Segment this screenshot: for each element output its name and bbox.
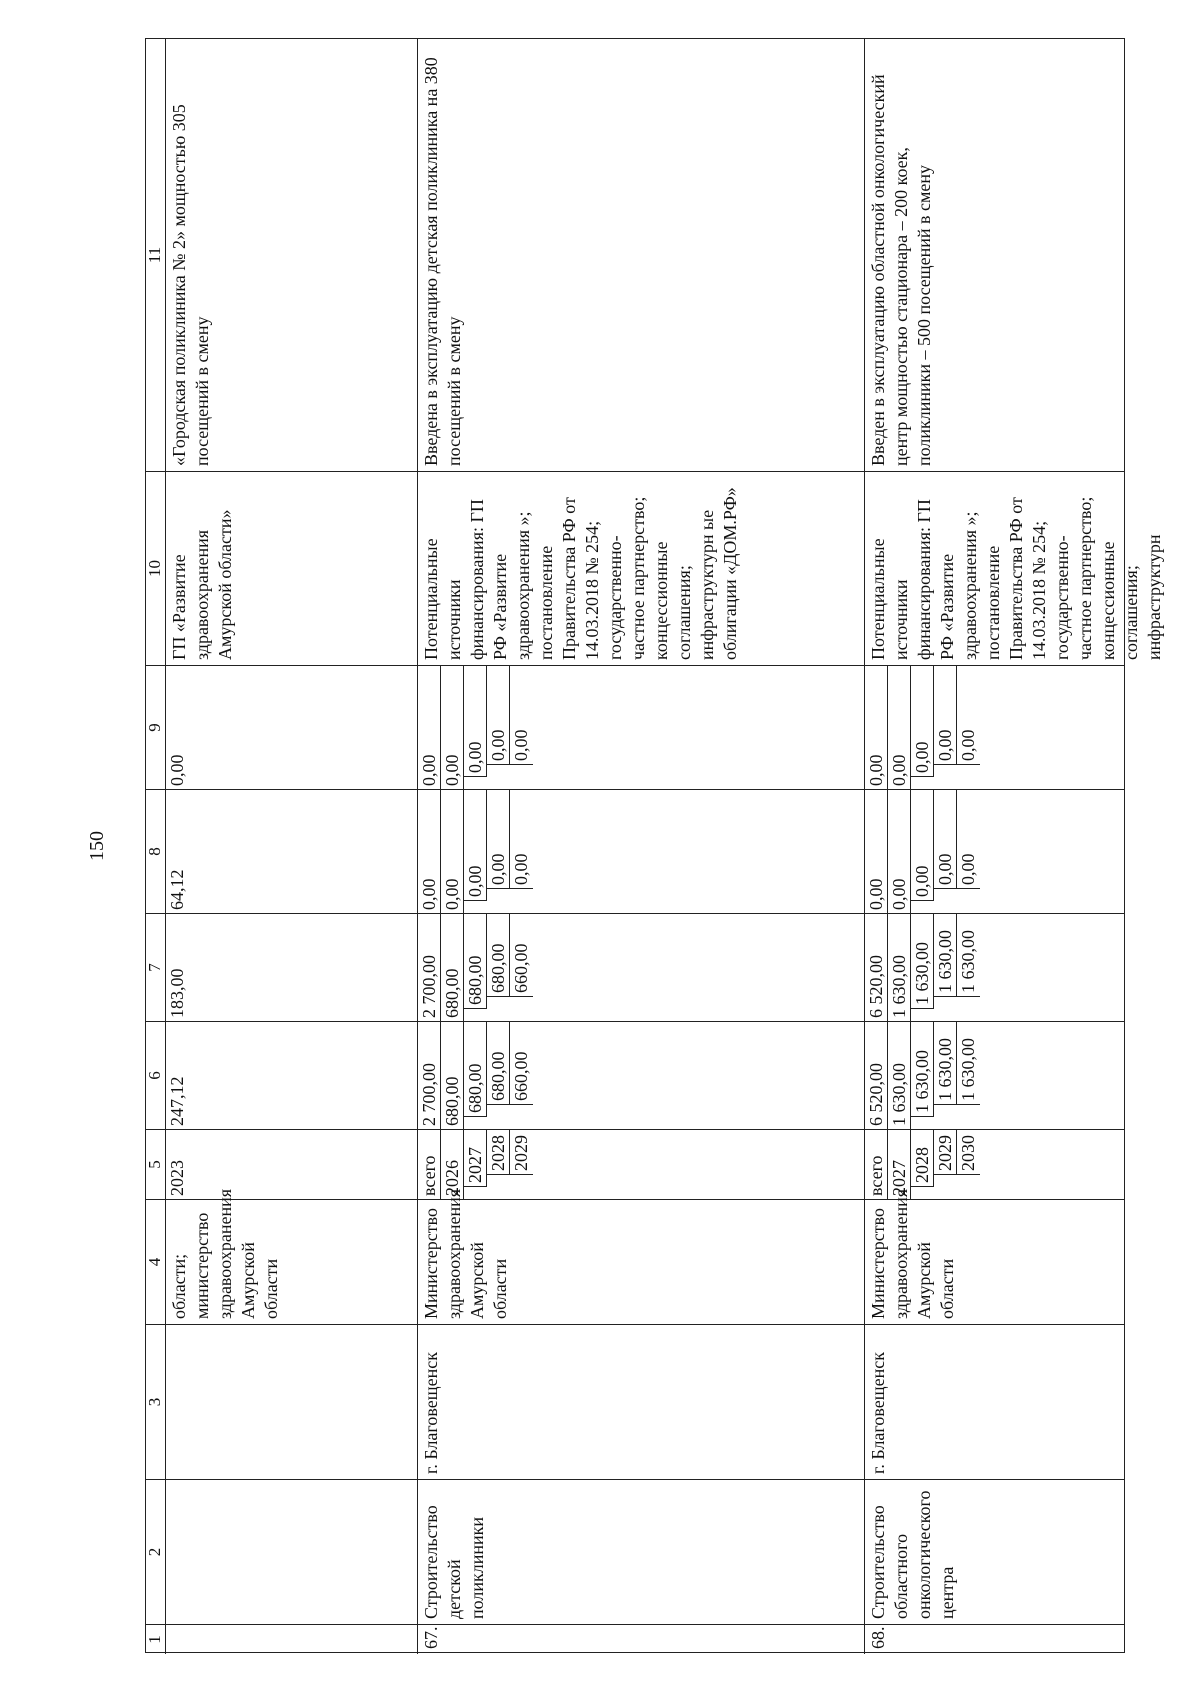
row-0-v9: [166, 665, 418, 789]
row-1-v7: [418, 913, 865, 1021]
year-cell: 2026: [441, 1130, 464, 1199]
sub-rows-years: [166, 1130, 189, 1199]
value-cell: 183,00: [167, 968, 187, 1018]
row-0-source: ГП «Развитие здравоохранения Амурской области»: [166, 471, 418, 665]
sub-rows-v6: [418, 1022, 533, 1129]
value-cell: 2 700,00: [418, 1022, 441, 1129]
row-1-v9: [418, 665, 865, 789]
value-cell: 1 630,00: [911, 1022, 934, 1117]
year-cell: всего: [418, 1130, 441, 1199]
sub-rows-v8: [166, 790, 189, 913]
sub-rows-v6: [865, 1022, 980, 1129]
row-1-v8: [418, 789, 865, 913]
column-header-9: 9: [146, 665, 166, 789]
value-cell: 0,00: [888, 666, 911, 789]
row-2-n: 68.: [865, 1624, 1124, 1654]
value-cell: 247,12: [167, 1076, 187, 1126]
value-cell: 0,00: [911, 666, 934, 777]
value-cell: 680,00: [487, 1022, 510, 1105]
row-2-v9: [865, 665, 1124, 789]
column-header-8: 8: [146, 789, 166, 913]
year-cell: всего: [865, 1130, 888, 1199]
row-0-name: [166, 1479, 418, 1624]
value-cell: 0,00: [510, 790, 533, 889]
value-cell: 0,00: [888, 790, 911, 913]
value-cell: 0,00: [418, 790, 441, 913]
column-header-6: 6: [146, 1021, 166, 1129]
sub-rows-v7: [166, 914, 189, 1021]
row-0-place: [166, 1324, 418, 1479]
row-1-name: Строительство детской поликлиники: [418, 1479, 865, 1624]
row-2-place: г. Благовещенск: [865, 1324, 1124, 1479]
sub-rows-v9: [418, 666, 533, 789]
value-cell: 0,00: [167, 754, 187, 786]
row-0-v6: [166, 1021, 418, 1129]
rotated-table-frame: [145, 38, 1164, 1653]
row-0-years: [166, 1129, 418, 1199]
sub-rows-v9: [166, 666, 189, 789]
value-cell: 1 630,00: [957, 1022, 980, 1105]
column-header-11: 11: [146, 39, 166, 471]
value-cell: 1 630,00: [911, 914, 934, 1009]
value-cell: 1 630,00: [888, 914, 911, 1021]
value-cell: 1 630,00: [957, 914, 980, 997]
value-cell: 1 630,00: [934, 1022, 957, 1105]
row-1-place: г. Благовещенск: [418, 1324, 865, 1479]
value-cell: 0,00: [934, 666, 957, 765]
year-cell: 2027: [464, 1130, 487, 1187]
value-cell: 0,00: [487, 790, 510, 889]
sub-rows-v8: [865, 790, 980, 913]
value-cell: 0,00: [957, 666, 980, 765]
value-cell: 680,00: [464, 1022, 487, 1117]
row-2-result: Введен в эксплуатацию областной онкологический центр мощностью стационара – 200 коек, поликлиники – 500 посещений в смену: [868, 74, 934, 466]
row-2-v7: [865, 913, 1124, 1021]
value-cell: 0,00: [464, 666, 487, 777]
column-header-1: 1: [146, 1624, 166, 1654]
table-rotated-content: [145, 39, 1164, 1654]
value-cell: 6 520,00: [865, 1022, 888, 1129]
value-cell: 64,12: [167, 869, 187, 910]
row-2-years: [865, 1129, 1124, 1199]
year-cell: 2023: [167, 1160, 187, 1196]
value-cell: 680,00: [441, 914, 464, 1021]
value-cell: 660,00: [510, 914, 533, 997]
column-header-2: 2: [146, 1479, 166, 1624]
row-0-executor: области; министерство здравоохранения Амурской области: [166, 1199, 418, 1324]
row-1-executor: Министерство здравоохранения Амурской области: [418, 1199, 865, 1324]
value-cell: 0,00: [934, 790, 957, 889]
row-1-result: Введена в эксплуатацию детская поликлиника на 380 посещений в смену: [418, 39, 865, 471]
value-cell: 660,00: [510, 1022, 533, 1105]
column-header-10: 10: [146, 471, 166, 665]
value-cell: 680,00: [487, 914, 510, 997]
column-header-7: 7: [146, 913, 166, 1021]
value-cell: 0,00: [510, 666, 533, 765]
row-1-n: 67.: [418, 1624, 865, 1654]
value-cell: 0,00: [865, 666, 888, 789]
value-cell: 6 520,00: [865, 914, 888, 1021]
year-cell: 2028: [487, 1130, 510, 1175]
value-cell: 2 700,00: [418, 914, 441, 1021]
investment-projects-table: [145, 39, 1164, 1654]
page-number: 150: [86, 831, 108, 861]
sub-rows-v9: [865, 666, 980, 789]
column-header-5: 5: [146, 1129, 166, 1199]
row-2-name: Строительство областного онкологического центра: [865, 1479, 1124, 1624]
column-header-4: 4: [146, 1199, 166, 1324]
column-header-3: 3: [146, 1324, 166, 1479]
value-cell: 0,00: [441, 666, 464, 789]
year-cell: 2027: [888, 1130, 911, 1199]
row-0-n: [166, 1624, 418, 1654]
value-cell: 0,00: [464, 790, 487, 901]
row-1-v6: [418, 1021, 865, 1129]
value-cell: 0,00: [441, 790, 464, 913]
value-cell: 0,00: [418, 666, 441, 789]
value-cell: 0,00: [911, 790, 934, 901]
sub-rows-v8: [418, 790, 533, 913]
row-0-v8: [166, 789, 418, 913]
row-1-source: Потенциальные источники финансирования: ГП РФ «Развитие здравоохранения »; постановление Правительства РФ от 14.03.2018 № 254; государственно-частное партнерство; концессионные соглашения; инфраструктурн ые облигации «ДОМ.РФ»: [418, 471, 865, 665]
row-2-executor: Министерство здравоохранения Амурской области: [865, 1199, 1124, 1324]
year-cell: 2029: [510, 1130, 533, 1175]
sub-rows-v6: [166, 1022, 189, 1129]
row-2-source: Потенциальные источники финансирования: ГП РФ «Развитие здравоохранения »; постановление Правительства РФ от 14.03.2018 № 254; государственно-частное партнерство; концессионные соглашения; инфраструктурн: [865, 471, 1124, 665]
row-0-v7: [166, 913, 418, 1021]
value-cell: 0,00: [865, 790, 888, 913]
value-cell: 0,00: [957, 790, 980, 889]
value-cell: 1 630,00: [888, 1022, 911, 1129]
value-cell: 680,00: [441, 1022, 464, 1129]
sub-rows-v7: [865, 914, 980, 1021]
year-cell: 2029: [934, 1130, 957, 1175]
row-0-result: «Городская поликлиника № 2» мощностью 305 посещений в смену: [166, 39, 418, 471]
year-cell: 2028: [911, 1130, 934, 1187]
sub-rows-years: [418, 1130, 533, 1199]
sub-rows-v7: [418, 914, 533, 1021]
row-1-years: [418, 1129, 865, 1199]
row-2-v8: [865, 789, 1124, 913]
value-cell: 680,00: [464, 914, 487, 1009]
row-2-v6: [865, 1021, 1124, 1129]
sub-rows-years: [865, 1130, 980, 1199]
value-cell: 1 630,00: [934, 914, 957, 997]
year-cell: 2030: [957, 1130, 980, 1175]
value-cell: 0,00: [487, 666, 510, 765]
